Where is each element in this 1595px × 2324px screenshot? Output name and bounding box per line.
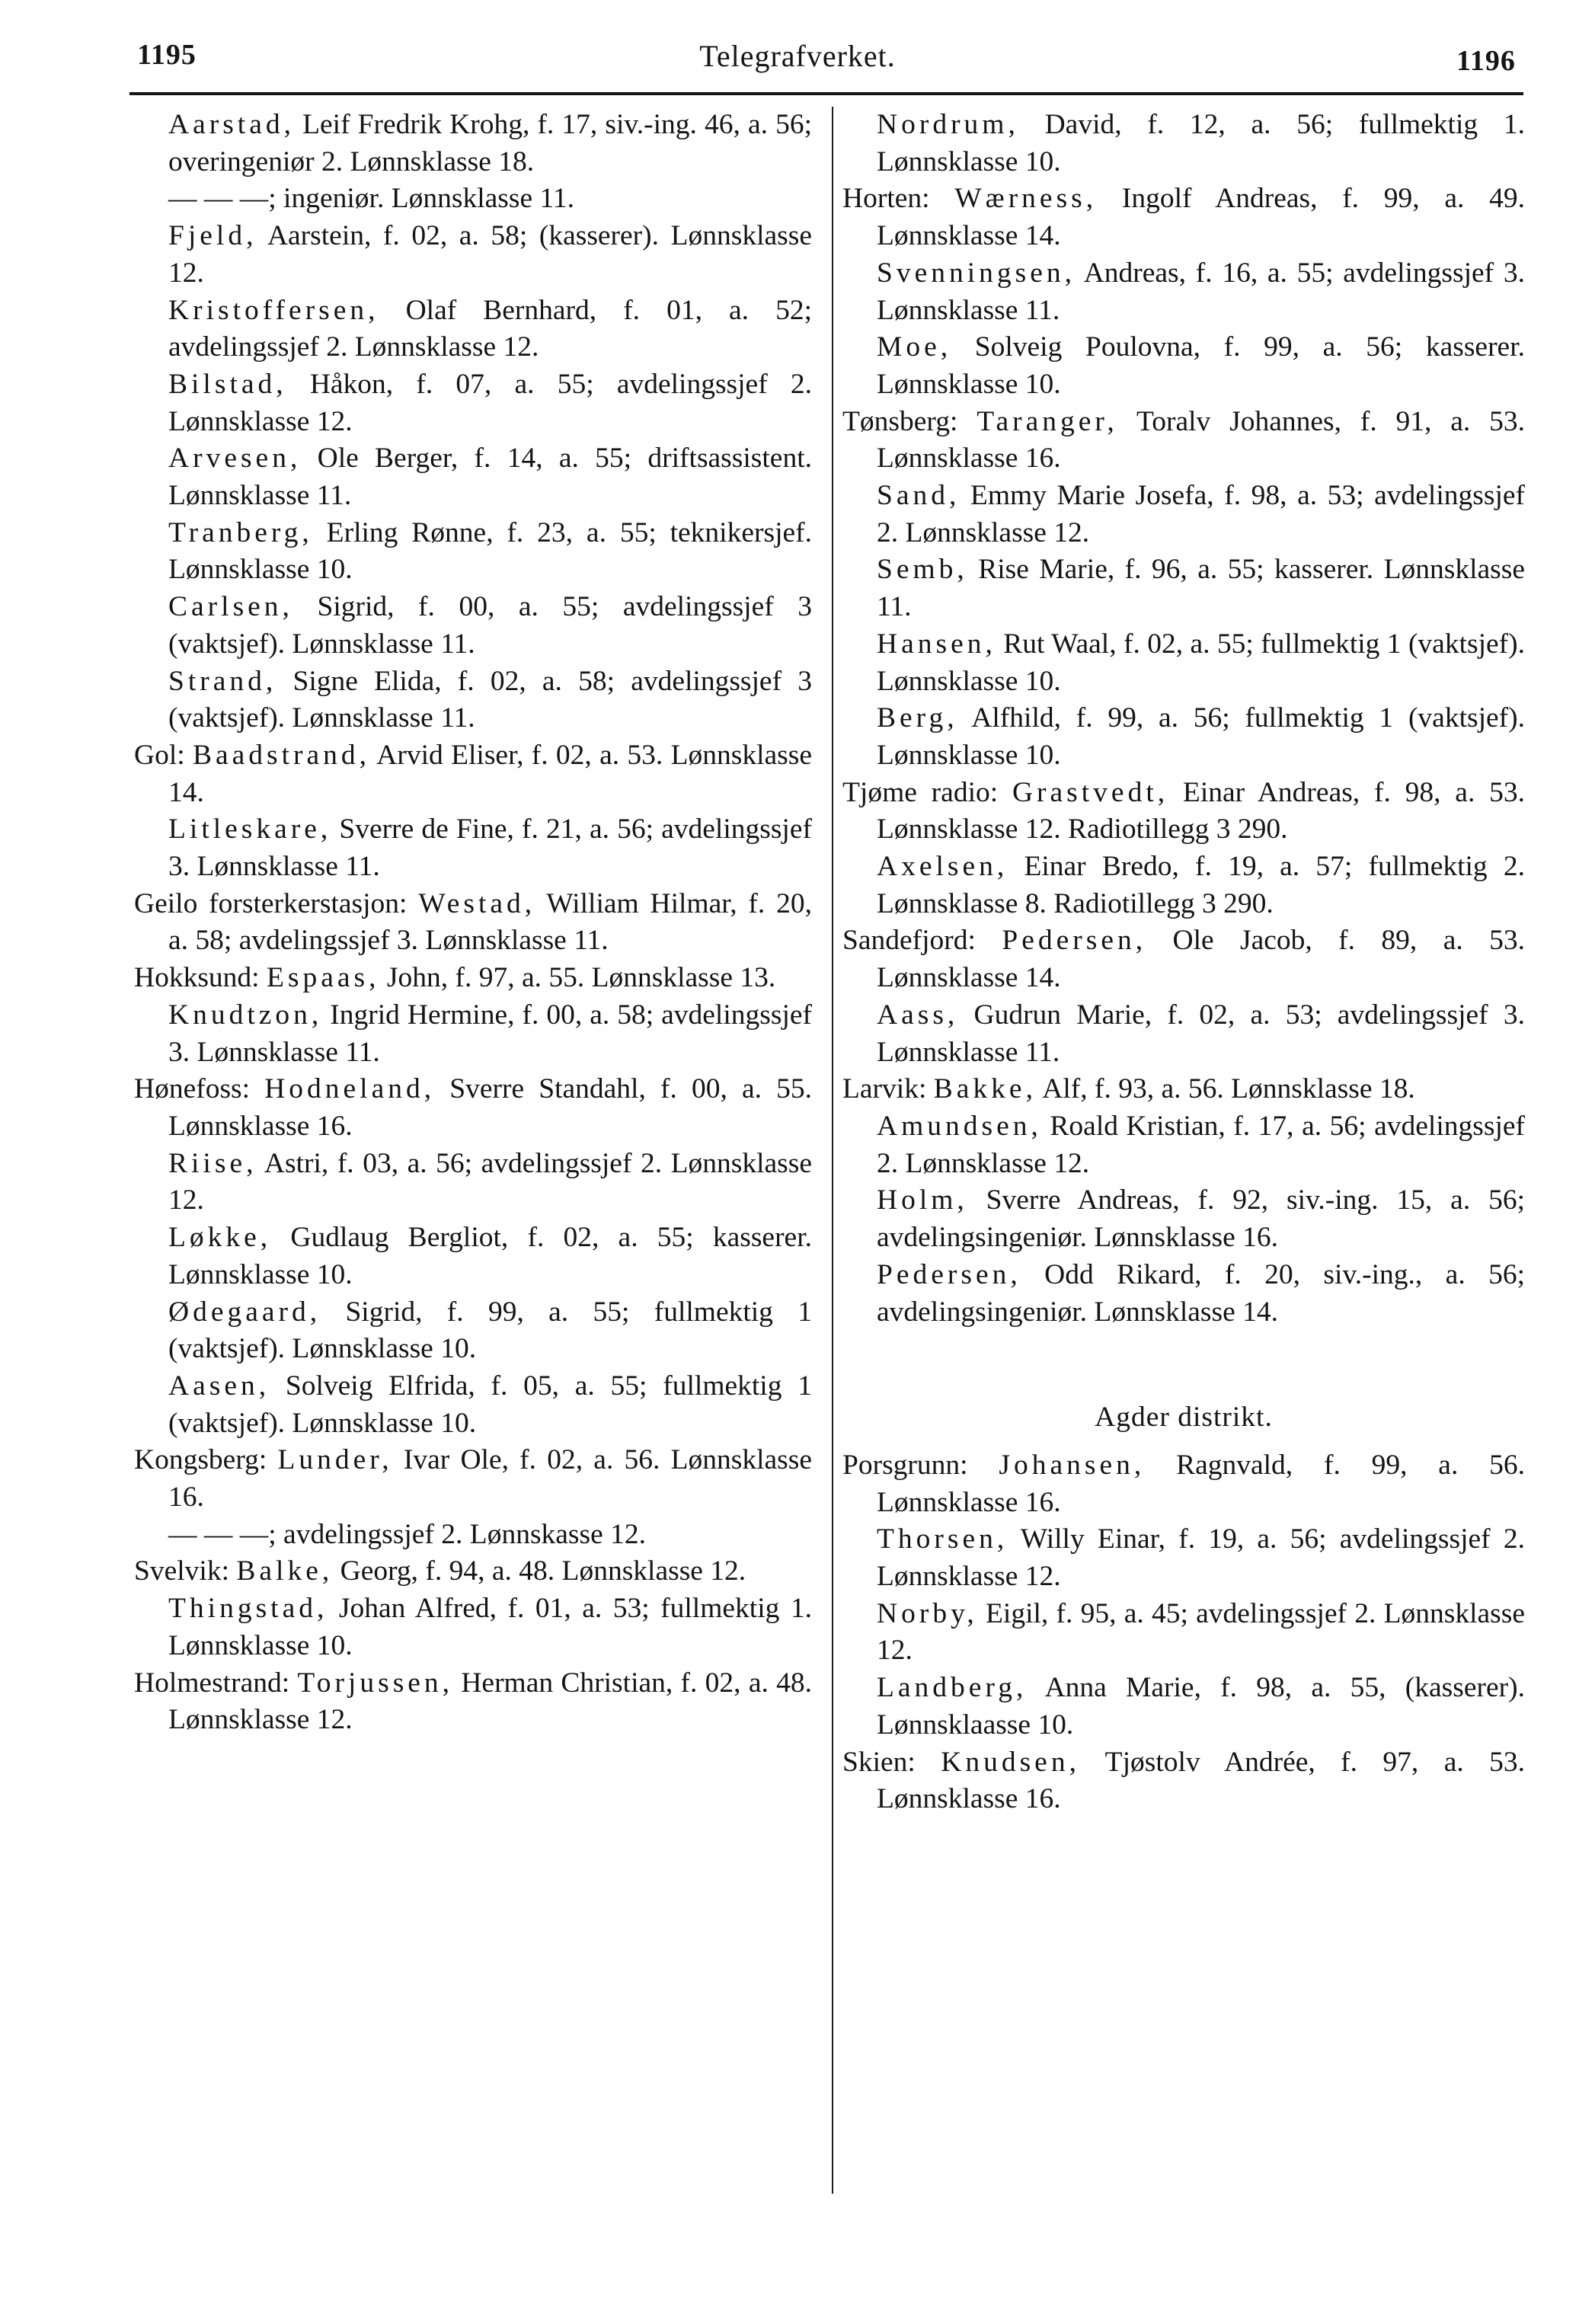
entry-details: Johan Alfred, f. 01, a. 53; fullmektig 1. Lønnsklasse 10. — [168, 1593, 812, 1661]
staff-entry — [842, 478, 1525, 551]
station-entry — [842, 181, 1525, 254]
staff-entry — [842, 1257, 1525, 1331]
surname: Knudsen, — [941, 1746, 1080, 1778]
surname: Svenningsen, — [877, 257, 1076, 289]
surname: Westad, — [418, 887, 536, 919]
staff-entry — [134, 1146, 812, 1220]
staff-entry — [842, 329, 1525, 403]
station-name: Hønefoss: — [134, 1073, 265, 1105]
surname: Pedersen, — [1002, 925, 1147, 957]
entry-details: Håkon, f. 07, a. 55; avdelingssjef 2. Lønnsklasse 12. — [168, 368, 812, 437]
station-name: Skien: — [842, 1746, 941, 1778]
station-entry — [842, 775, 1525, 849]
surname: Løkke, — [168, 1222, 272, 1254]
surname: Thorsen, — [877, 1523, 1008, 1555]
staff-entry — [134, 1590, 812, 1664]
station-entry — [134, 1071, 812, 1145]
entry-details: — — —; avdelingssjef 2. Lønnskasse 12. — [168, 1518, 647, 1550]
staff-entry — [842, 1670, 1525, 1744]
surname: Berg, — [877, 702, 958, 734]
staff-entry — [842, 1521, 1525, 1595]
entry-details: Sigrid, f. 00, a. 55; avdelingssjef 3 (vaktsjef). Lønnsklasse 11. — [168, 591, 812, 660]
surname: Axelsen, — [877, 851, 1008, 883]
surname: Taranger, — [976, 405, 1118, 437]
entry-details: Tjøstolv Andrée, f. 97, a. 53. Lønnsklasse 16. — [877, 1746, 1526, 1815]
station-entry — [134, 1665, 812, 1739]
entry-details: Toralv Johannes, f. 91, a. 53. Lønnsklasse 16. — [877, 405, 1525, 475]
surname: Aass, — [877, 999, 959, 1031]
entry-details: Ole Jacob, f. 89, a. 53. Lønnsklasse 14. — [877, 925, 1525, 994]
entry-details: John, f. 97, a. 55. Lønnsklasse 13. — [379, 962, 776, 994]
surname: Riise, — [168, 1147, 257, 1179]
surname: Bilstad, — [168, 368, 287, 400]
surname: Pedersen, — [877, 1258, 1021, 1290]
station-entry — [134, 1553, 812, 1590]
station-name: Geilo forsterkerstasjon: — [134, 887, 419, 919]
entry-details: Sigrid, f. 99, a. 55; fullmektig 1 (vaktsjef). Lønnsklasse 10. — [168, 1296, 812, 1365]
surname: Aasen, — [168, 1370, 270, 1402]
entry-details: Rise Marie, f. 96, a. 55; kasserer. Lønnsklasse 11. — [877, 554, 1525, 623]
station-name: Hokksund: — [134, 962, 267, 994]
station-name: Svelvik: — [134, 1555, 237, 1587]
page-number-left: 1195 — [137, 39, 197, 71]
station-entry — [134, 886, 812, 960]
station-name: Tønsberg: — [842, 405, 977, 437]
surname: Carlsen, — [168, 591, 293, 623]
surname: Torjussen, — [297, 1667, 454, 1699]
entry-details: Erling Rønne, f. 23, a. 55; teknikersjef. Lønnsklasse 10. — [168, 516, 812, 586]
surname: Johansen, — [999, 1449, 1146, 1481]
entry-details: Gudrun Marie, f. 02, a. 53; avdelingssjef 3. Lønnsklasse 11. — [877, 999, 1525, 1068]
entry-details: — — —; ingeniør. Lønnsklasse 11. — [168, 183, 574, 215]
surname: Hodneland, — [264, 1073, 436, 1105]
station-name: Gol: — [134, 739, 193, 771]
entry-details: Astri, f. 03, a. 56; avdelingssjef 2. Lønnsklasse 12. — [168, 1147, 812, 1216]
entry-details: Anna Marie, f. 98, a. 55, (kasserer). Lønnsklaasse 10. — [877, 1672, 1525, 1741]
staff-entry — [842, 1182, 1525, 1256]
staff-entry — [134, 292, 812, 366]
staff-entry — [842, 1596, 1525, 1670]
staff-entry — [842, 626, 1525, 700]
surname: Bakke, — [933, 1073, 1037, 1105]
surname: Tranberg, — [168, 516, 313, 548]
staff-entry — [134, 1220, 812, 1293]
entry-details: Ivar Ole, f. 02, a. 56. Lønnsklasse 16. — [168, 1444, 812, 1514]
surname: Amundsen, — [877, 1110, 1042, 1142]
surname: Holm, — [877, 1184, 968, 1216]
staff-entry — [134, 218, 812, 292]
staff-entry — [134, 811, 812, 885]
staff-entry — [842, 551, 1525, 625]
staff-entry — [842, 700, 1525, 774]
staff-entry — [134, 440, 812, 514]
entry-details: Solveig Elfrida, f. 05, a. 55; fullmektig 1 (vaktsjef). Lønnsklasse 10. — [168, 1370, 812, 1439]
station-name: Kongsberg: — [134, 1444, 278, 1476]
surname: Semb, — [877, 554, 968, 586]
surname: Lunder, — [277, 1444, 393, 1476]
station-name: Tjøme radio: — [842, 776, 1012, 808]
entry-details: Eigil, f. 95, a. 45; avdelingssjef 2. Lønnsklasse 12. — [877, 1597, 1525, 1667]
entry-details: Georg, f. 94, a. 48. Lønnsklasse 12. — [333, 1555, 746, 1587]
station-entry — [134, 960, 812, 997]
staff-entry — [134, 1368, 812, 1442]
entry-details: Arvid Eliser, f. 02, a. 53. Lønnsklasse 14. — [168, 739, 812, 808]
staff-entry — [134, 515, 812, 589]
station-entry — [842, 404, 1525, 478]
surname: Fjeld, — [168, 220, 257, 252]
staff-entry — [134, 663, 812, 737]
left-column — [134, 107, 812, 1739]
surname: Ødegaard, — [168, 1296, 321, 1328]
station-entry — [842, 1447, 1525, 1521]
surname: Nordrum, — [877, 109, 1019, 140]
surname: Knudtzon, — [168, 999, 323, 1031]
entry-details: Herman Christian, f. 02, a. 48. Lønnsklasse 12. — [168, 1667, 812, 1736]
entry-details: Emmy Marie Josefa, f. 98, a. 53; avdelingssjef 2. Lønnsklasse 12. — [877, 480, 1525, 548]
district-heading: Agder distrikt. — [1095, 1402, 1273, 1434]
entry-details: Alf, f. 93, a. 56. Lønnsklasse 18. — [1036, 1073, 1415, 1105]
surname: Sand, — [877, 480, 961, 512]
entry-details: Gudlaug Bergliot, f. 02, a. 55; kasserer. Lønnsklasse 10. — [168, 1222, 812, 1290]
column-divider — [832, 107, 833, 2194]
entry-details: Ole Berger, f. 14, a. 55; driftsassistent. Lønnsklasse 11. — [168, 443, 812, 512]
staff-entry — [134, 1294, 812, 1368]
entry-details: William Hilmar, f. 20, a. 58; avdelingssjef 3. Lønnsklasse 11. — [168, 887, 812, 957]
staff-entry — [134, 1517, 812, 1554]
surname: Thingstad, — [168, 1593, 328, 1625]
staff-entry — [842, 107, 1525, 181]
entry-details: Signe Elida, f. 02, a. 58; avdelingssjef 3 (vaktsjef). Lønnsklasse 11. — [168, 665, 812, 734]
right-column — [842, 107, 1525, 1818]
entry-details: Andreas, f. 16, a. 55; avdelingssjef 3. Lønnsklasse 11. — [877, 257, 1525, 326]
entry-details: Olaf Bernhard, f. 01, a. 52; avdelingssjef 2. Lønnsklasse 12. — [168, 294, 812, 363]
station-entry — [134, 1442, 812, 1516]
surname: Aarstad, — [168, 109, 295, 140]
entry-details: Roald Kristian, f. 17, a. 56; avdelingssjef 2. Lønnsklasse 12. — [877, 1110, 1525, 1179]
surname: Espaas, — [266, 962, 380, 994]
surname: Balke, — [236, 1555, 334, 1587]
surname: Grastvedt, — [1012, 776, 1169, 808]
surname: Norby, — [877, 1597, 978, 1629]
page-header — [0, 0, 1595, 114]
station-name: Sandefjord: — [842, 925, 1002, 957]
surname: Litleskare, — [168, 814, 332, 846]
entry-details: Willy Einar, f. 19, a. 56; avdelingssjef 2. Lønnsklasse 12. — [877, 1523, 1525, 1593]
station-entry — [842, 1744, 1525, 1818]
staff-entry — [134, 366, 812, 440]
surname: Kristoffersen, — [168, 294, 379, 326]
entry-details: Leif Fredrik Krohg, f. 17, siv.-ing. 46, a. 56; overingeniør 2. Lønnsklasse 18. — [168, 109, 812, 177]
surname: Strand, — [168, 665, 277, 697]
staff-entry — [842, 997, 1525, 1071]
staff-entry — [134, 589, 812, 663]
surname: Landberg, — [877, 1672, 1028, 1704]
running-title: Telegrafverket. — [699, 39, 896, 73]
entry-details: Odd Rikard, f. 20, siv.-ing., a. 56; avdelingsingeniør. Lønnsklasse 14. — [877, 1258, 1525, 1328]
page-number-right: 1196 — [1456, 45, 1516, 77]
entry-details: Ingrid Hermine, f. 00, a. 58; avdelingssjef 3. Lønnsklasse 11. — [168, 999, 812, 1068]
station-name: Holmestrand: — [134, 1667, 298, 1699]
staff-entry — [134, 997, 812, 1071]
entry-details: Solveig Poulovna, f. 99, a. 56; kasserer. Lønnsklasse 10. — [877, 331, 1525, 400]
entry-details: Einar Andreas, f. 98, a. 53. Lønnsklasse 12. Radiotillegg 3 290. — [877, 776, 1525, 846]
entry-details: Alfhild, f. 99, a. 56; fullmektig 1 (vaktsjef). Lønnsklasse 10. — [877, 702, 1525, 771]
surname: Arvesen, — [168, 443, 302, 475]
staff-entry — [842, 1108, 1525, 1182]
staff-entry — [842, 255, 1525, 329]
entry-details: Einar Bredo, f. 19, a. 57; fullmektig 2. Lønnsklasse 8. Radiotillegg 3 290. — [877, 851, 1525, 919]
station-name: Porsgrunn: — [842, 1449, 999, 1481]
entry-details: Sverre Andreas, f. 92, siv.-ing. 15, a. 56; avdelingsingeniør. Lønnsklasse 16. — [877, 1184, 1525, 1254]
entry-details: Ragnvald, f. 99, a. 56. Lønnsklasse 16. — [877, 1449, 1526, 1518]
station-entry — [842, 1071, 1525, 1108]
surname: Baadstrand, — [192, 739, 371, 771]
station-name: Larvik: — [842, 1073, 934, 1105]
entry-details: David, f. 12, a. 56; fullmektig 1. Lønnsklasse 10. — [877, 109, 1525, 177]
header-rule — [129, 92, 1523, 95]
station-name: Horten: — [842, 183, 955, 215]
station-entry — [842, 922, 1525, 996]
staff-entry — [842, 849, 1525, 922]
entry-details: Rut Waal, f. 02, a. 55; fullmektig 1 (vaktsjef). Lønnsklasse 10. — [877, 628, 1525, 697]
entry-details: Aarstein, f. 02, a. 58; (kasserer). Lønnsklasse 12. — [168, 220, 812, 289]
surname: Moe, — [877, 331, 952, 363]
surname: Wærness, — [954, 183, 1098, 215]
entry-details: Sverre Standahl, f. 00, a. 55. Lønnsklasse 16. — [168, 1073, 812, 1142]
entry-details: Sverre de Fine, f. 21, a. 56; avdelingssjef 3. Lønnsklasse 11. — [168, 814, 812, 883]
staff-entry — [134, 181, 812, 218]
station-entry — [134, 737, 812, 811]
entry-details: Ingolf Andreas, f. 99, a. 49. Lønnsklasse 14. — [877, 183, 1525, 252]
staff-entry — [134, 107, 812, 181]
surname: Hansen, — [877, 628, 996, 660]
